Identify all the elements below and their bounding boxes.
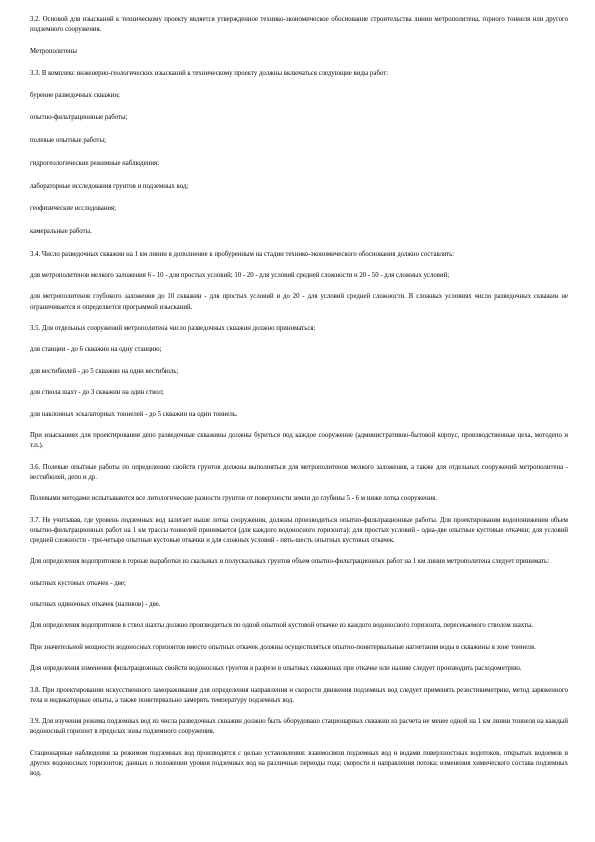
paragraph: для вестибюлей - до 5 скважин на один вестибюль; — [30, 367, 179, 375]
list-item: гидрогеологические режимные наблюдения; — [30, 159, 159, 167]
paragraph: для станции - до 6 скважин на одну станцию; — [30, 346, 162, 354]
paragraph: 3.5. Для отдельных сооружений метрополитена число разведочных скважин должно приниматься: — [30, 324, 316, 332]
paragraph: При значительной мощности водоносных горизонтов вместо опытных откачек должны осуществляться опытно-поинтервальные нагнетания воды в скважины в зоне тоннеля. — [30, 643, 536, 651]
paragraph: опытных одиночных откачек (наливов) - две. — [30, 601, 161, 609]
paragraph: 3.4. Число разведочных скважин на 1 км линии в дополнение к пробуренным на стадии технико-экономического обоснования должно составлять: — [30, 250, 455, 258]
section-heading: Метрополитены — [30, 47, 77, 55]
paragraph: Для определения водопритоков в ствол шахты должно производиться по одной опытной кустовой откачке из каждого водоносного горизонта, пересекаемого стволом шахты. — [30, 622, 534, 630]
paragraph: опытных кустовых откачек - две; — [30, 579, 126, 587]
paragraph: 3.9. Для изучения режима подземных вод из числа разведочных скважин должно быть оборудовано стационарных скважин из расчета не менее одной на 1 км линии тоннеля на каждый водоносный горизонт в пределах зоны подземного сооружения. — [30, 718, 568, 736]
paragraph: 3.8. При проектировании искусственного замораживания для определения направления и скорости движения подземных вод следует применять резистивиметрию, метод заряженного тела и индикаторные опыты, а также поинтервально замерять температуру подземных вод. — [30, 686, 568, 704]
paragraph: 3.3. В комплекс инженерно-геологических изысканий к техническому проекту должны включаться следующие виды работ: — [30, 70, 389, 78]
paragraph: 3.6. Полевые опытные работы по определению свойств грунтов должны выполняться для метрополитенов мелкого заложения, а также для отдельных сооружений метрополитена - вестибюлей, депо и др. — [30, 463, 568, 481]
list-item: бурение разведочных скважин; — [30, 91, 120, 99]
paragraph: для метрополитенов мелкого заложения 6 - 10 - для простых условий; 10 - 20 - для условий средней сложности и 20 - 50 - для сложных условий; — [30, 272, 450, 279]
paragraph: 3.7. Не учитывая, где уровень подземных вод залегает выше лотка сооружения, должны производиться опытно-фильтрационные работы. Для проектирования водопонижения объем опытно-фильтрационных работ на 1 км трассы тоннелей принимается (для каждого водоносного горизонта): для простых условий - одна-две опытные кустовые откачки; для условий средней сложности - три-четыре опытные кустовые откачки и для сложных условий - пять-шесть опытных кустовых откачек. — [30, 516, 568, 544]
list-item: камеральные работы. — [30, 227, 92, 235]
list-item: лабораторные исследования грунтов и подземных вод; — [30, 182, 189, 190]
list-item: геофизические исследования; — [30, 205, 117, 213]
document-page — [30, 15, 568, 791]
list-item: полевые опытные работы; — [30, 137, 106, 145]
paragraph: При изысканиях для проектирования депо разведочные скважины должны буриться под каждое сооружение (административно-бытовой корпус, производственные цеха, мотодепо и т.п.). — [30, 431, 568, 450]
list-item: опытно-фильтрационные работы; — [30, 114, 128, 122]
paragraph: для метрополитенов глубокого заложения до 10 скважин - для простых условий и до 20 - для условий средней сложности. В сложных условиях число разведочных скважин не ограничивается и определяется программой изысканий. — [30, 293, 568, 311]
paragraph: для наклонных эскалаторных тоннелей - до 5 скважин на один тоннель. — [30, 410, 238, 418]
paragraph: Для определения изменения фильтрационных свойств водоносных грунтов в разрезе в опытных скважинах при откачке или наливе следует производить расходометрию. — [30, 665, 522, 673]
paragraph: Стационарные наблюдения за режимом подземных вод производятся с целью установления: взаимосвязи подземных вод и водами поверхностных водотоков, открытых водоемов и других водоносных горизонтов; данных о положении уровня подземных вод на различные периоды года; скорости и направления потока; изменения химического состава подземных вод. — [30, 749, 568, 778]
paragraph: Полевыми методами испытываются все литологические разности грунтов от поверхности земли до глубины 5 - 6 м ниже лотка сооружения. — [30, 495, 438, 503]
paragraph: 3.2. Основой для изысканий к техническому проекту является утвержденное технико-экономическое обоснование строительства линии метрополитена, горного тоннеля или другого подземного сооружения. — [30, 16, 568, 34]
paragraph: Для определения водопритоков в горные выработки из скальных и полускальных грунтов объем опытно-фильтрационных работ на 1 км линии метрополитена следует принимать: — [30, 558, 550, 566]
paragraph: для ствола шахт - до 3 скважин на один ствол; — [30, 389, 164, 397]
